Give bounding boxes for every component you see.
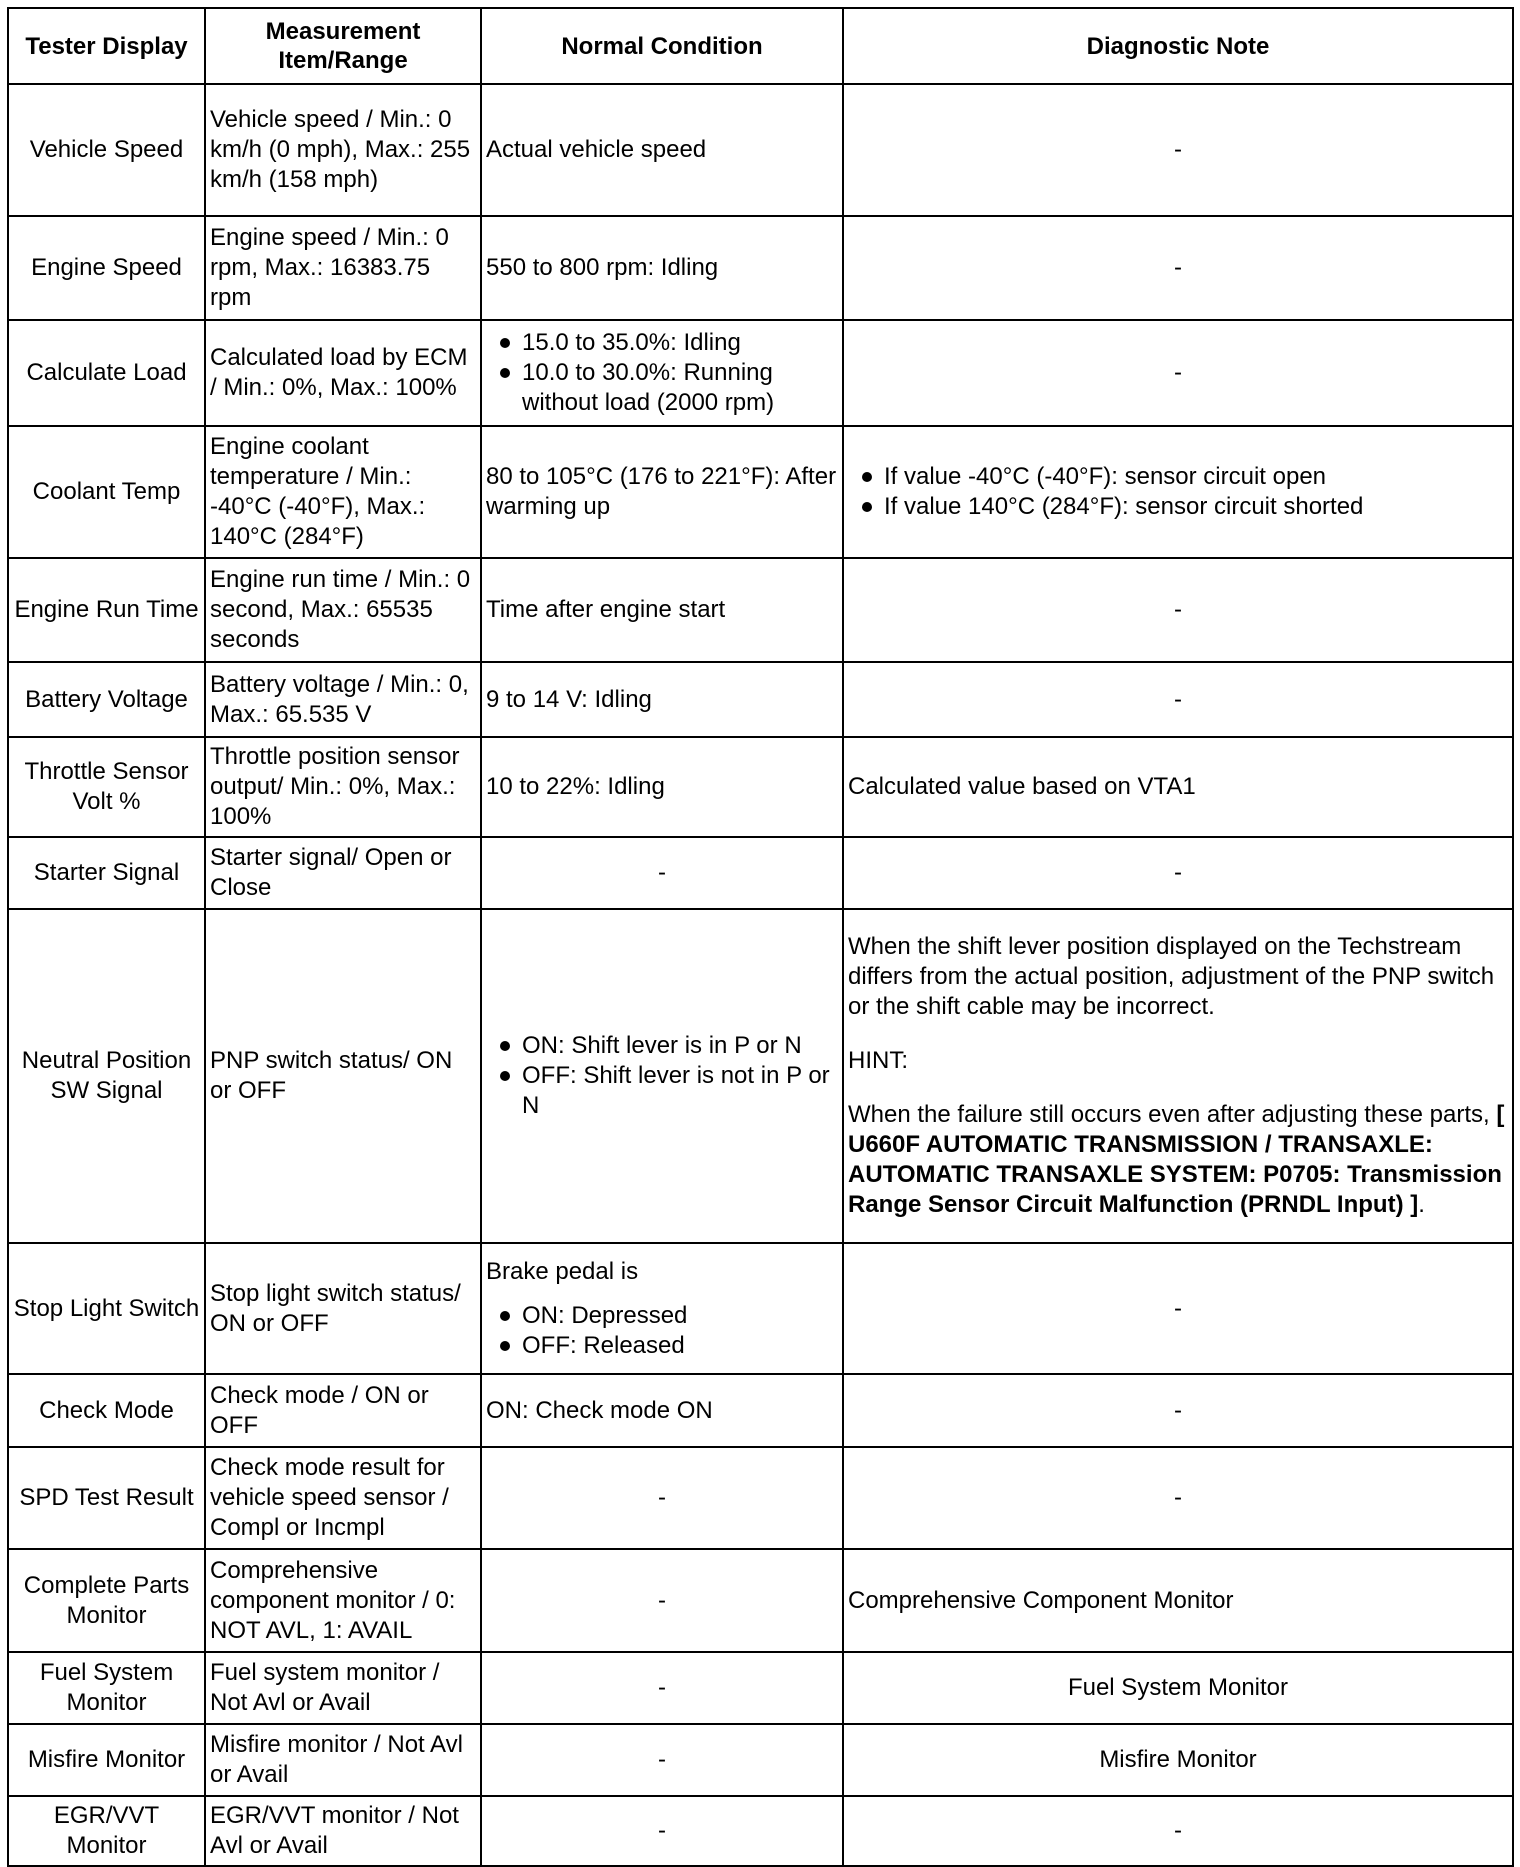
note-paragraph: [848, 1100, 1508, 1220]
normal-condition-cell: -: [481, 1549, 843, 1652]
header-tester-display: Tester Display: [8, 8, 205, 84]
note-text: .: [1418, 1191, 1425, 1218]
measurement-range-cell: PNP switch status/ ON or OFF: [205, 909, 481, 1243]
measurement-range-cell: Check mode result for vehicle speed sensor / Compl or Incmpl: [205, 1447, 481, 1549]
header-diagnostic-note: Diagnostic Note: [843, 8, 1513, 84]
table-row: [8, 1549, 1513, 1652]
normal-condition-cell: 9 to 14 V: Idling: [481, 662, 843, 737]
normal-condition-lead: Brake pedal is: [486, 1257, 639, 1285]
tester-display-cell: Throttle Sensor Volt %: [8, 737, 205, 837]
diagnostic-note-cell: -: [843, 1374, 1513, 1447]
measurement-range-cell: Comprehensive component monitor / 0: NOT AVL, 1: AVAIL: [205, 1549, 481, 1652]
normal-condition-cell: -: [481, 1796, 843, 1866]
measurement-range-cell: Throttle position sensor output/ Min.: 0%, Max.: 100%: [205, 737, 481, 837]
diagnostic-note-cell: -: [843, 320, 1513, 426]
tester-display-cell: Engine Run Time: [8, 558, 205, 662]
header-measurement-item: Measurement Item/Range: [205, 8, 481, 84]
table-row: [8, 216, 1513, 320]
normal-condition-cell: 10 to 22%: Idling: [481, 737, 843, 837]
table-row: [8, 1652, 1513, 1724]
diagnostic-note-cell: [843, 426, 1513, 558]
tester-display-cell: Coolant Temp: [8, 426, 205, 558]
tester-display-cell: Check Mode: [8, 1374, 205, 1447]
list-item: ON: Shift lever is in P or N: [486, 1031, 838, 1061]
measurement-range-cell: Check mode / ON or OFF: [205, 1374, 481, 1447]
data-list-table: [7, 7, 1514, 1867]
measurement-range-cell: Misfire monitor / Not Avl or Avail: [205, 1724, 481, 1796]
diagnostic-note-cell: Comprehensive Component Monitor: [843, 1549, 1513, 1652]
normal-condition-cell: 80 to 105°C (176 to 221°F): After warming up: [481, 426, 843, 558]
normal-condition-cell: 550 to 800 rpm: Idling: [481, 216, 843, 320]
tester-display-cell: Fuel System Monitor: [8, 1652, 205, 1724]
measurement-range-cell: Calculated load by ECM / Min.: 0%, Max.: 100%: [205, 320, 481, 426]
diagnostic-note-cell: -: [843, 84, 1513, 216]
diagnostic-note-cell: -: [843, 1243, 1513, 1374]
normal-condition-cell: -: [481, 1652, 843, 1724]
tester-display-cell: Neutral Position SW Signal: [8, 909, 205, 1243]
list-item: 10.0 to 30.0%: Running without load (2000 rpm): [486, 358, 838, 418]
list-item: OFF: Released: [486, 1331, 838, 1361]
table-row: [8, 558, 1513, 662]
measurement-range-cell: Engine speed / Min.: 0 rpm, Max.: 16383.75 rpm: [205, 216, 481, 320]
diagnostic-note-cell: [843, 909, 1513, 1243]
measurement-range-cell: Engine coolant temperature / Min.: -40°C (-40°F), Max.: 140°C (284°F): [205, 426, 481, 558]
measurement-range-cell: Engine run time / Min.: 0 second, Max.: 65535 seconds: [205, 558, 481, 662]
normal-condition-cell: ON: Check mode ON: [481, 1374, 843, 1447]
tester-display-cell: Misfire Monitor: [8, 1724, 205, 1796]
list-item: OFF: Shift lever is not in P or N: [486, 1061, 838, 1121]
tester-display-cell: Engine Speed: [8, 216, 205, 320]
diagnostic-note-cell: -: [843, 558, 1513, 662]
measurement-range-cell: Stop light switch status/ ON or OFF: [205, 1243, 481, 1374]
table-row: [8, 837, 1513, 909]
measurement-range-cell: Vehicle speed / Min.: 0 km/h (0 mph), Max.: 255 km/h (158 mph): [205, 84, 481, 216]
table-row: [8, 426, 1513, 558]
normal-condition-cell: [481, 909, 843, 1243]
tester-display-cell: Vehicle Speed: [8, 84, 205, 216]
measurement-range-cell: Battery voltage / Min.: 0, Max.: 65.535 V: [205, 662, 481, 737]
tester-display-cell: EGR/VVT Monitor: [8, 1796, 205, 1866]
note-paragraph: When the shift lever position displayed on the Techstream differs from the actual position, adjustment of the PNP switch or the shift cable may be incorrect.: [848, 933, 1495, 1020]
tester-display-cell: SPD Test Result: [8, 1447, 205, 1549]
diagnostic-note-cell: Misfire Monitor: [843, 1724, 1513, 1796]
diagnostic-note-cell: -: [843, 1447, 1513, 1549]
table-row: [8, 737, 1513, 837]
tester-display-cell: Battery Voltage: [8, 662, 205, 737]
header-normal-condition: Normal Condition: [481, 8, 843, 84]
table-row: [8, 1724, 1513, 1796]
list-item: If value -40°C (-40°F): sensor circuit open: [848, 462, 1508, 492]
normal-condition-cell: -: [481, 1724, 843, 1796]
diagnostic-note-cell: -: [843, 662, 1513, 737]
normal-condition-cell: Time after engine start: [481, 558, 843, 662]
diagnostic-note-cell: -: [843, 1796, 1513, 1866]
tester-display-cell: Complete Parts Monitor: [8, 1549, 205, 1652]
list-item: ON: Depressed: [486, 1301, 838, 1331]
reference-link[interactable]: [ U660F AUTOMATIC TRANSMISSION / TRANSAXLE: AUTOMATIC TRANSAXLE SYSTEM: P0705: Transmission Range Sensor Circuit Malfunction (PRNDL Input) ]: [848, 1101, 1505, 1218]
note-text: When the failure still occurs even after adjusting these parts,: [848, 1101, 1490, 1128]
normal-condition-cell: -: [481, 1447, 843, 1549]
normal-condition-cell: -: [481, 837, 843, 909]
table-row: [8, 320, 1513, 426]
table-header-row: [8, 8, 1513, 84]
table-row: [8, 1447, 1513, 1549]
diagnostic-note-cell: -: [843, 837, 1513, 909]
tester-display-cell: Starter Signal: [8, 837, 205, 909]
table-row: [8, 1243, 1513, 1374]
tester-display-cell: Calculate Load: [8, 320, 205, 426]
diagnostic-note-cell: Calculated value based on VTA1: [843, 737, 1513, 837]
normal-condition-cell: Actual vehicle speed: [481, 84, 843, 216]
table-row: [8, 662, 1513, 737]
list-item: 15.0 to 35.0%: Idling: [486, 328, 838, 358]
table-row: [8, 909, 1513, 1243]
measurement-range-cell: EGR/VVT monitor / Not Avl or Avail: [205, 1796, 481, 1866]
table-row: [8, 1374, 1513, 1447]
diagnostic-note-cell: Fuel System Monitor: [843, 1652, 1513, 1724]
hint-label: HINT:: [848, 1047, 908, 1074]
normal-condition-cell: [481, 1243, 843, 1374]
diagnostic-note-cell: -: [843, 216, 1513, 320]
list-item: If value 140°C (284°F): sensor circuit shorted: [848, 492, 1508, 522]
table-row: [8, 84, 1513, 216]
table-row: [8, 1796, 1513, 1866]
tester-display-cell: Stop Light Switch: [8, 1243, 205, 1374]
measurement-range-cell: Starter signal/ Open or Close: [205, 837, 481, 909]
normal-condition-cell: [481, 320, 843, 426]
measurement-range-cell: Fuel system monitor / Not Avl or Avail: [205, 1652, 481, 1724]
